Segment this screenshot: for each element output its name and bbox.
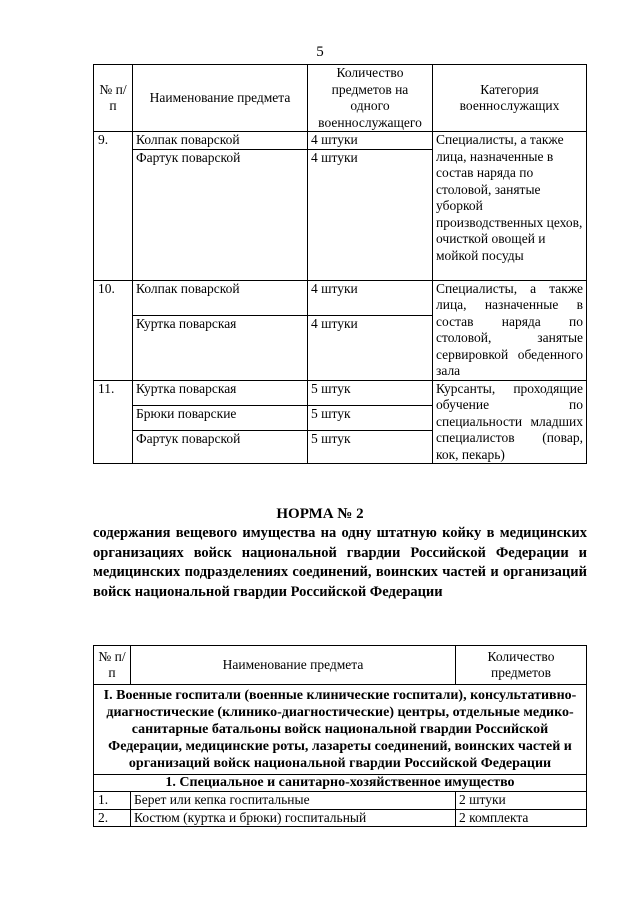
header-name: Наименование предмета	[133, 65, 308, 132]
item-qty: 2 комплекта	[456, 809, 587, 827]
item-qty: 2 штуки	[456, 792, 587, 810]
supply-table-2	[93, 645, 587, 827]
table-row	[94, 792, 587, 810]
category-cell: Специалисты, а также лица, назначенные в состав наряда по столовой, занятые сервировкой обеденного зала	[433, 280, 587, 380]
norma-subtitle: содержания вещевого имущества на одну штатную койку в медицинских организациях войск национальной гвардии Российской Федерации и медицинских подразделениях соединений, воинских частей и организаций войск национальной гвардии Российской Федерации	[93, 525, 587, 600]
norma-title: НОРМА № 2	[276, 506, 364, 522]
header-num: № п/п	[94, 65, 133, 132]
supply-table-1	[93, 64, 587, 464]
header-category: Категория военнослужащих	[433, 65, 587, 132]
section-row	[94, 685, 587, 775]
item-name: Куртка поварская	[133, 380, 308, 405]
item-name: Берет или кепка госпитальные	[131, 792, 456, 810]
item-name: Фартук поварской	[133, 431, 308, 464]
item-name: Куртка поварская	[133, 315, 308, 380]
table-row	[94, 132, 587, 150]
item-name: Колпак поварской	[133, 280, 308, 315]
header-name: Наименование предмета	[131, 646, 456, 685]
item-qty: 5 штук	[308, 380, 433, 405]
category-cell: Курсанты, проходящие обучение по специальности младших специалистов (повар, кок, пекарь)	[433, 380, 587, 464]
item-qty: 5 штук	[308, 405, 433, 430]
table-row	[94, 280, 587, 315]
item-qty: 4 штуки	[308, 315, 433, 380]
row-num: 2.	[94, 809, 131, 827]
subsection-row	[94, 775, 587, 792]
table-header-row	[94, 65, 587, 132]
item-name: Фартук поварской	[133, 149, 308, 280]
subsection-heading: 1. Специальное и санитарно-хозяйственное имущество	[94, 775, 587, 792]
row-num: 11.	[94, 380, 133, 464]
item-qty: 4 штуки	[308, 280, 433, 315]
item-qty: 4 штуки	[308, 149, 433, 280]
header-qty: Количество предметов на одного военнослужащего	[308, 65, 433, 132]
header-qty: Количество предметов	[456, 646, 587, 685]
row-num: 1.	[94, 792, 131, 810]
header-num: № п/п	[94, 646, 131, 685]
table-row	[94, 809, 587, 827]
item-name: Колпак поварской	[133, 132, 308, 150]
item-qty: 4 штуки	[308, 132, 433, 150]
row-num: 9.	[94, 132, 133, 281]
category-cell: Специалисты, а также лица, назначенные в состав наряда по столовой, занятые уборкой производственных цехов, очисткой овощей и мойкой посуды	[433, 132, 587, 281]
row-num: 10.	[94, 280, 133, 380]
section-heading: I. Военные госпитали (военные клинические госпитали), консультативно-диагностические (клинико-диагностические) центры, отдельные медико-санитарные батальоны войск национальной гвардии Российской Федерации, медицинские роты, лазареты соединений, воинских частей и организаций войск национальной гвардии Российской Федерации	[94, 685, 587, 775]
table-row	[94, 380, 587, 405]
table-header-row	[94, 646, 587, 685]
item-name: Брюки поварские	[133, 405, 308, 430]
page-number: 5	[316, 44, 324, 60]
item-qty: 5 штук	[308, 431, 433, 464]
item-name: Костюм (куртка и брюки) госпитальный	[131, 809, 456, 827]
